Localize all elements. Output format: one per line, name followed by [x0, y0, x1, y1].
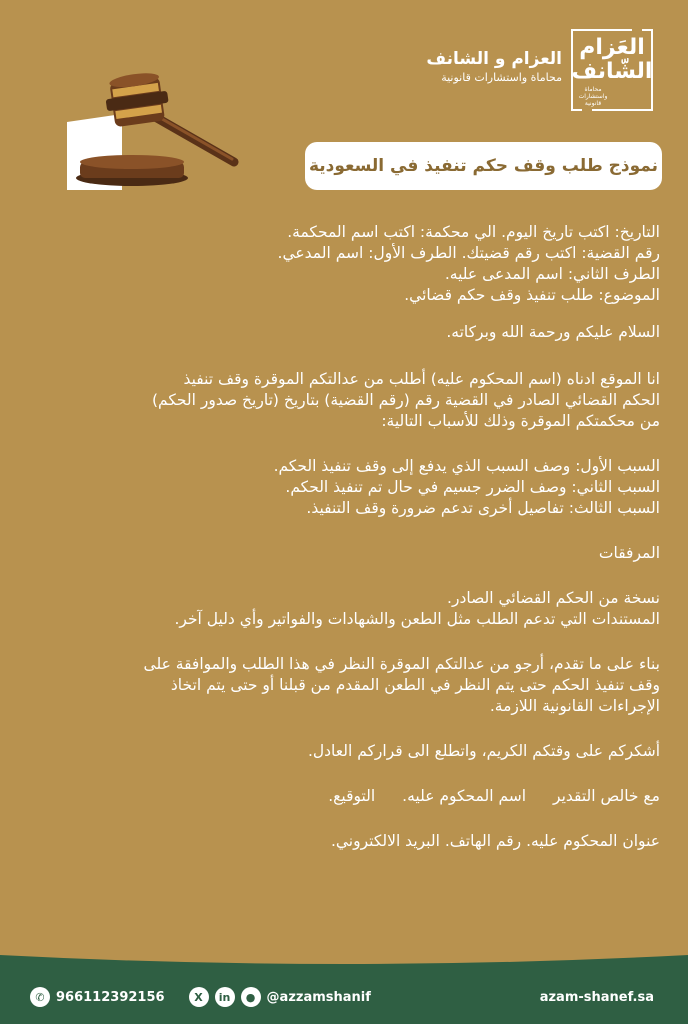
gavel-illustration — [62, 62, 252, 192]
linkedin-icon[interactable]: in — [215, 987, 235, 1007]
logo-subtitle: محاماة واستشارات قانونية — [578, 86, 608, 107]
signer-name: اسم المحكوم عليه. — [402, 787, 527, 805]
regards-text: مع خالص التقدير — [553, 787, 660, 805]
intro-line: من محكمتكم الموقرة وذلك للأسباب التالية: — [381, 412, 660, 430]
footer-wave — [0, 951, 688, 971]
attachment-item: المستندات التي تدعم الطلب مثل الطعن والشهادات والفواتير وأي دليل آخر. — [174, 610, 660, 628]
snapchat-icon[interactable]: ● — [241, 987, 261, 1007]
document-title: نموذج طلب وقف حكم تنفيذ في السعودية — [305, 142, 662, 190]
website-link[interactable]: azam-shanef.sa — [539, 989, 654, 1005]
reason-item: السبب الثاني: وصف الضرر جسيم في حال تم تنفيذ الحكم. — [285, 478, 660, 496]
logo-word-2: الشّانف — [571, 59, 653, 84]
request-line: بناء على ما تقدم، أرجو من عدالتكم الموقرة النظر في هذا الطلب والموافقة على — [143, 655, 660, 673]
gavel-icon — [62, 62, 252, 192]
footer-bar — [0, 952, 688, 1024]
attachments-heading: المرفقات — [598, 544, 660, 562]
header-line: التاريخ: اكتب تاريخ اليوم. الي محكمة: اكتب اسم المحكمة. — [287, 223, 660, 241]
letter-body — [24, 222, 660, 852]
signature-row — [24, 786, 660, 807]
intro-line: انا الموقع ادناه (اسم المحكوم عليه) أطلب من عدالتكم الموقرة وقف تنفيذ — [183, 370, 660, 388]
brand-logo — [570, 28, 654, 112]
brand-tagline: محاماة واستشارات قانونية — [441, 71, 562, 84]
attachment-item: نسخة من الحكم القضائي الصادر. — [447, 589, 660, 607]
signature-label: التوقيع. — [328, 787, 376, 805]
social-handle[interactable]: @azzamshanif — [266, 989, 371, 1005]
intro-line: الحكم القضائي الصادر في القضية رقم (رقم القضية) بتاريخ (تاريخ صدور الحكم) — [151, 391, 660, 409]
whatsapp-icon[interactable]: ✆ — [30, 987, 50, 1007]
footer-contacts — [30, 987, 371, 1007]
header-line: الموضوع: طلب تنفيذ وقف حكم قضائي. — [404, 286, 660, 304]
phone-number[interactable]: 966112392156 — [56, 989, 165, 1005]
contact-line: عنوان المحكوم عليه. رقم الهاتف. البريد الالكتروني. — [330, 832, 660, 850]
header-line: رقم القضية: اكتب رقم قضيتك. الطرف الأول: اسم المدعي. — [277, 244, 660, 262]
request-line: وقف تنفيذ الحكم حتى يتم النظر في الطعن المقدم من قبلنا أو حتى يتم اتخاذ — [170, 676, 660, 694]
greeting: السلام عليكم ورحمة الله وبركاته. — [446, 323, 660, 341]
reason-item: السبب الأول: وصف السبب الذي يدفع إلى وقف تنفيذ الحكم. — [273, 457, 660, 475]
request-line: الإجراءات القانونية اللازمة. — [489, 697, 660, 715]
x-icon[interactable]: X — [189, 987, 209, 1007]
reason-item: السبب الثالث: تفاصيل أخرى تدعم ضرورة وقف التنفيذ. — [306, 499, 660, 517]
brand-text — [426, 48, 562, 86]
header-line: الطرف الثاني: اسم المدعى عليه. — [444, 265, 660, 283]
logo-word-1: العَزام — [579, 35, 645, 60]
brand-name: العزام و الشانف — [426, 49, 562, 69]
thanks-line: أشكركم على وقتكم الكريم، واتطلع الى قراركم العادل. — [307, 742, 660, 760]
